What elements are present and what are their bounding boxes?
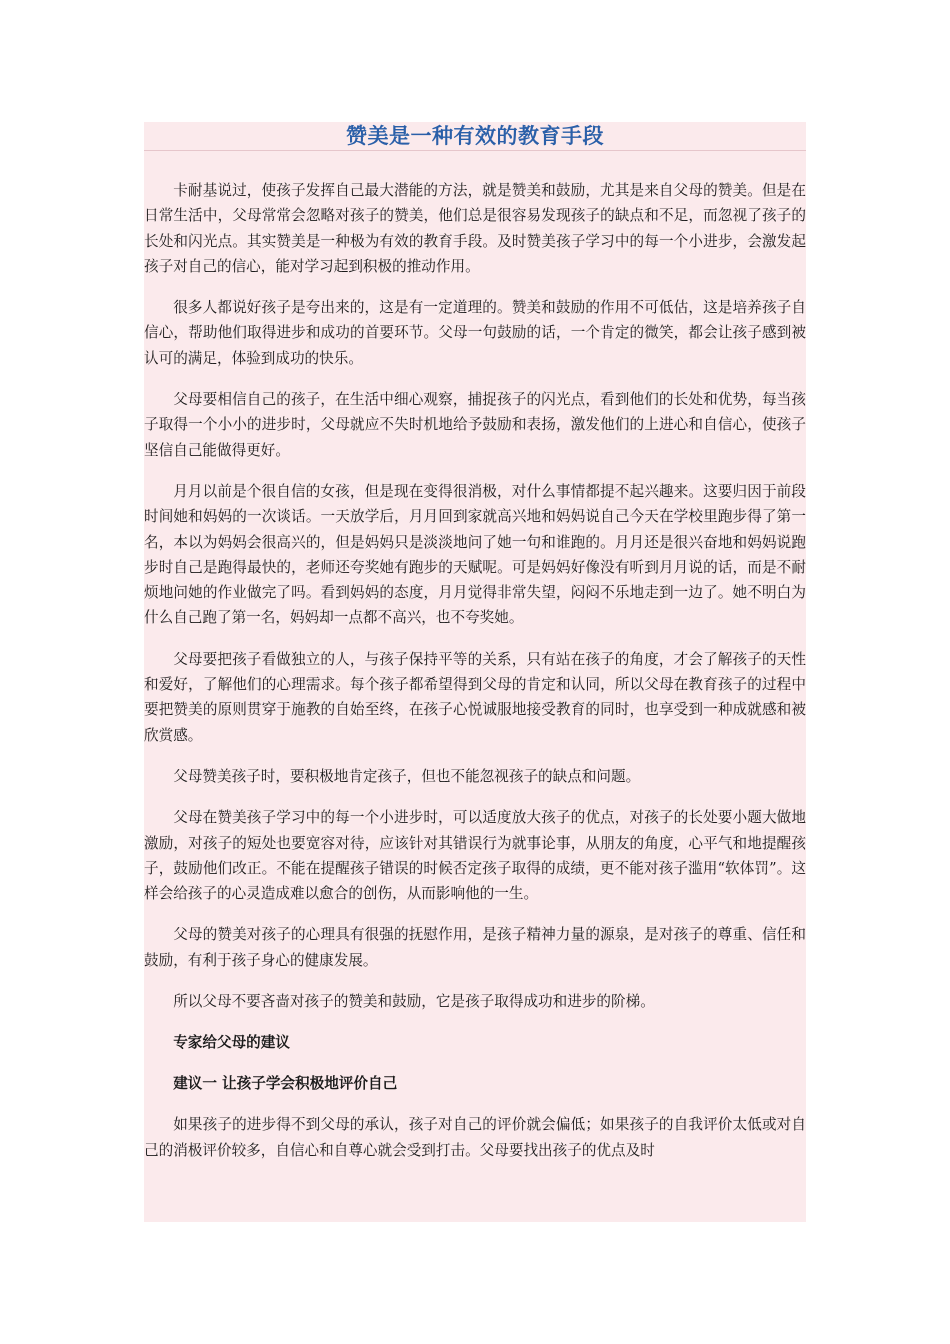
paragraph: 如果孩子的进步得不到父母的承认，孩子对自己的评价就会偏低；如果孩子的自我评价太低或对自己的消极评价较多，自信心和自尊心就会受到打击。父母要找出孩子的优点及时: [144, 1116, 806, 1159]
paragraph: 父母要把孩子看做独立的人，与孩子保持平等的关系，只有站在孩子的角度，才会了解孩子的天性和爱好，了解他们的心理需求。每个孩子都希望得到父母的肯定和认同，所以父母在教育孩子的过程中要把赞美的原则贯穿于施教的自始至终，在孩子心悦诚服地接受教育的同时，也享受到一种成就感和被欣赏感。: [144, 650, 806, 744]
section-heading: 专家给父母的建议: [173, 1034, 290, 1052]
article-body: [144, 151, 806, 1163]
paragraph: 父母的赞美对孩子的心理具有很强的抚慰作用，是孩子精神力量的源泉，是对孩子的尊重、信任和鼓励，有利于孩子身心的健康发展。: [144, 926, 806, 969]
article-page: [144, 122, 806, 1222]
title-bar: [144, 122, 806, 151]
paragraph: 卡耐基说过，使孩子发挥自己最大潜能的方法，就是赞美和鼓励，尤其是来自父母的赞美。但是在日常生活中，父母常常会忽略对孩子的赞美，他们总是很容易发现孩子的缺点和不足，而忽视了孩子的长处和闪光点。其实赞美是一种极为有效的教育手段。及时赞美孩子学习中的每一个小进步，会激发起孩子对自己的信心，能对学习起到积极的推动作用。: [144, 182, 806, 275]
paragraph: 父母要相信自己的孩子，在生活中细心观察，捕捉孩子的闪光点，看到他们的长处和优势，每当孩子取得一个小小的进步时，父母就应不失时机地给予鼓励和表扬，激发他们的上进心和自信心，使孩子坚信自己能做得更好。: [144, 391, 806, 459]
paragraph: 所以父母不要吝啬对孩子的赞美和鼓励，它是孩子取得成功和进步的阶梯。: [173, 993, 655, 1011]
article-title: 赞美是一种有效的教育手段: [346, 124, 604, 148]
paragraph: 父母赞美孩子时，要积极地肯定孩子，但也不能忽视孩子的缺点和问题。: [173, 767, 641, 785]
paragraph: 父母在赞美孩子学习中的每一个小进步时，可以适度放大孩子的优点，对孩子的长处要小题大做地激励，对孩子的短处也要宽容对待，应该针对其错误行为就事论事，从朋友的角度，心平气和地提醒孩子，鼓励他们改正。不能在提醒孩子错误的时候否定孩子取得的成绩，更不能对孩子滥用“软体罚”。这样会给孩子的心灵造成难以愈合的创伤，从而影响他的一生。: [144, 809, 806, 903]
suggestion-heading: 建议一 让孩子学会积极地评价自己: [173, 1075, 398, 1093]
paragraph: 月月以前是个很自信的女孩，但是现在变得很消极，对什么事情都提不起兴趣来。这要归因于前段时间她和妈妈的一次谈话。一天放学后，月月回到家就高兴地和妈妈说自己今天在学校里跑步得了第一名，本以为妈妈会很高兴的，但是妈妈只是淡淡地问了她一句和谁跑的。月月还是很兴奋地和妈妈说跑步时自己是跑得最快的，老师还夸奖她有跑步的天赋呢。可是妈妈好像没有听到月月说的话，而是不耐烦地问她的作业做完了吗。看到妈妈的态度，月月觉得非常失望，闷闷不乐地走到一边了。她不明白为什么自己跑了第一名，妈妈却一点都不高兴，也不夸奖她。: [144, 482, 806, 627]
paragraph: 很多人都说好孩子是夸出来的，这是有一定道理的。赞美和鼓励的作用不可低估，这是培养孩子自信心，帮助他们取得进步和成功的首要环节。父母一句鼓励的话，一个肯定的微笑，都会让孩子感到被认可的满足，体验到成功的快乐。: [144, 299, 806, 367]
